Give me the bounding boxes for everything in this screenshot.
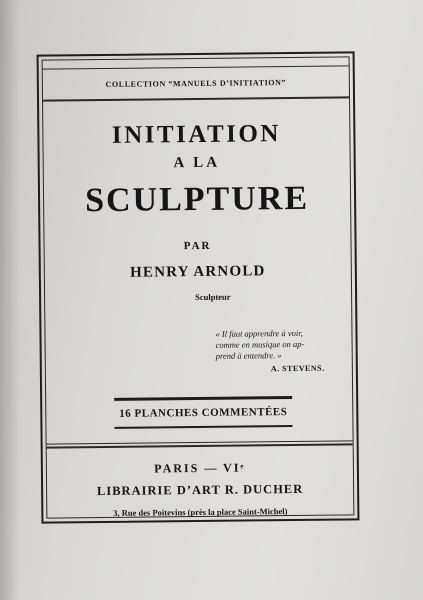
epigraph-author: A. STEVENS. <box>270 363 325 374</box>
title-page-frame <box>37 51 360 523</box>
divider <box>47 443 353 448</box>
author-role: Sculpteur <box>195 291 231 303</box>
page-shadow <box>0 0 20 600</box>
epigraph <box>215 327 355 361</box>
imprint-address: 3, Rue des Poitevins (près la place Saint-Michel) <box>113 506 288 518</box>
inner-border <box>42 56 355 518</box>
collection-band <box>43 65 349 101</box>
plates-note: 16 PLANCHES COMMENTÉES <box>114 396 292 429</box>
byline-par: PAR <box>183 239 212 253</box>
imprint-publisher: LIBRAIRIE D’ART R. DUCHER <box>96 481 304 499</box>
epigraph-line: prend à entendre. » <box>215 350 282 361</box>
imprint-city: PARIS — VIᵉ <box>154 460 246 476</box>
epigraph-line: comme en musique on ap- <box>215 338 305 350</box>
epigraph-line: « Il faut apprendre à voir, <box>215 327 303 339</box>
title-line-2: A LA <box>173 154 221 172</box>
collection-name: COLLECTION “MANUELS D’INITIATION” <box>105 77 287 89</box>
title-line-3: SCULPTURE <box>84 179 310 220</box>
author-name: HENRY ARNOLD <box>130 263 266 281</box>
imprint-band <box>47 440 354 517</box>
title-line-1: INITIATION <box>111 120 282 149</box>
